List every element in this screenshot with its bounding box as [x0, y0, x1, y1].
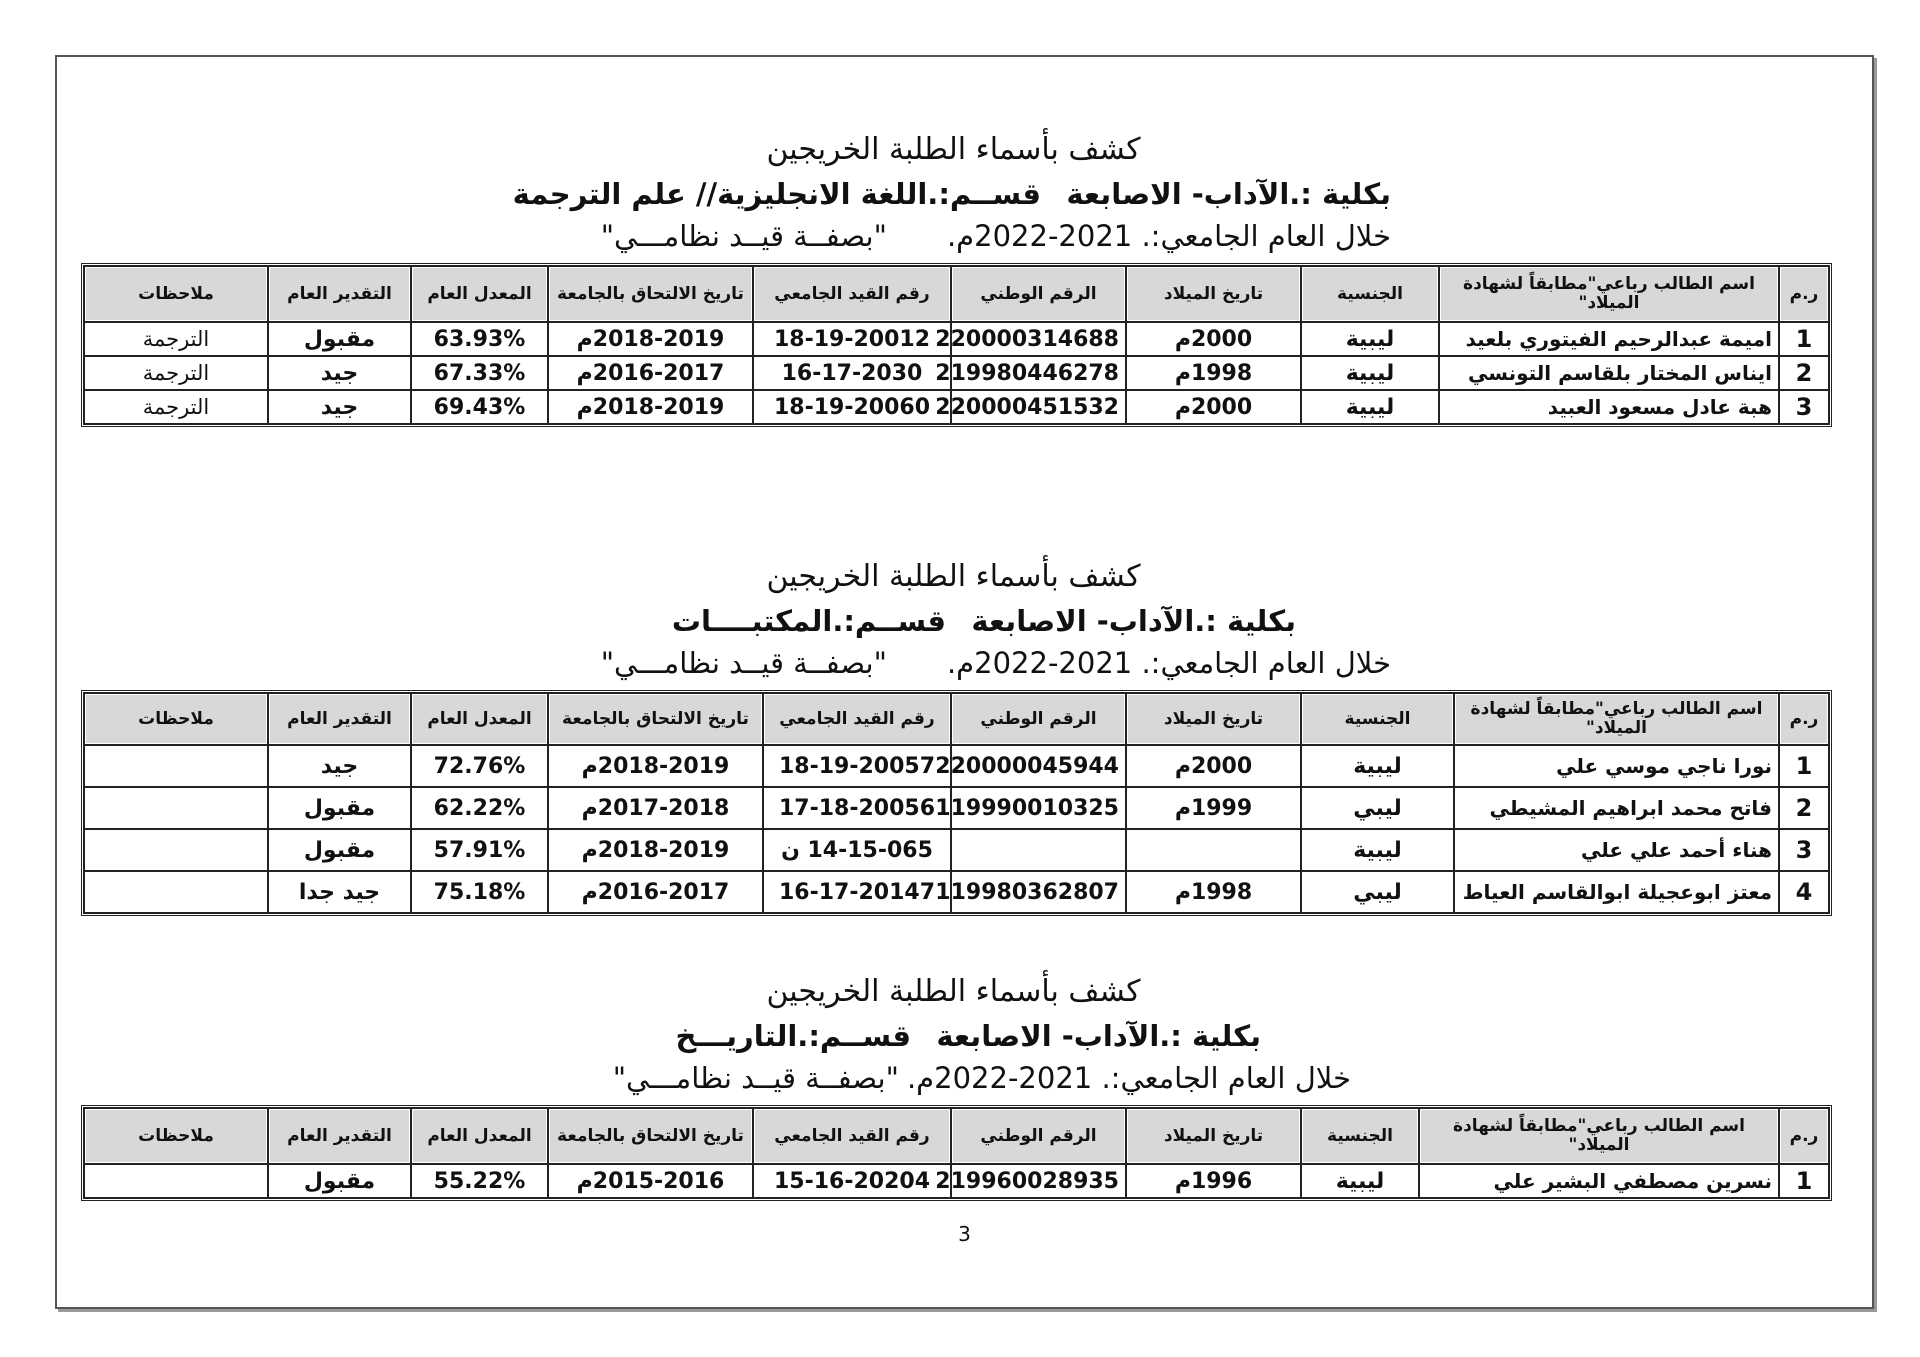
table-row — [84, 1164, 1829, 1198]
cell-nationality: ليبية — [1301, 356, 1439, 390]
cell-enroll-date: 2017-2018م — [548, 787, 763, 829]
col-header-name: اسم الطالب رباعي"مطابقاً لشهادة الميلاد" — [1439, 266, 1779, 322]
section-title: كشف بأسماء الطلبة الخريجين — [766, 559, 1141, 594]
cell-enroll-date: 2018-2019م — [548, 745, 763, 787]
table-row — [84, 829, 1829, 871]
col-header-nationality: الجنسية — [1301, 693, 1454, 745]
col-header-grade: التقدير العام — [268, 693, 411, 745]
cell-name: معتز ابوعجيلة ابوالقاسم العياط — [1454, 871, 1779, 913]
cell-gpa: 69.43% — [411, 390, 548, 424]
graduates-table — [81, 1105, 1832, 1201]
cell-grade: مقبول — [268, 322, 411, 356]
cell-name: ايناس المختار بلقاسم التونسي — [1439, 356, 1779, 390]
cell-rn: 1 — [1779, 322, 1829, 356]
section-title: كشف بأسماء الطلبة الخريجين — [766, 974, 1141, 1009]
academic-year-line — [601, 216, 1391, 256]
cell-gpa: 67.33% — [411, 356, 548, 390]
table-row — [84, 322, 1829, 356]
cell-national-id: 219980446278 — [951, 356, 1126, 390]
section-header — [81, 557, 1826, 687]
cell-birth: 2000م — [1126, 322, 1301, 356]
section-header — [81, 130, 1826, 260]
col-header-rn: ر.م — [1779, 266, 1829, 322]
cell-gpa: 55.22% — [411, 1164, 548, 1198]
cell-nationality: ليبية — [1301, 1164, 1419, 1198]
cell-notes — [84, 787, 268, 829]
cell-grade: مقبول — [268, 787, 411, 829]
faculty-label: بكلية :.الآداب- الاصابعة — [971, 604, 1296, 638]
cell-nationality: ليبي — [1301, 787, 1454, 829]
cell-notes: الترجمة — [84, 356, 268, 390]
cell-grade: جيد — [268, 745, 411, 787]
cell-name: نورا ناجي موسي علي — [1454, 745, 1779, 787]
faculty-label: بكلية :.الآداب- الاصابعة — [936, 1019, 1261, 1053]
cell-enroll-date: 2016-2017م — [548, 871, 763, 913]
cell-nationality: ليبية — [1301, 745, 1454, 787]
col-header-birth: تاريخ الميلاد — [1126, 266, 1301, 322]
cell-name: فاتح محمد ابراهيم المشيطي — [1454, 787, 1779, 829]
col-header-reg-no: رقم القيد الجامعي — [753, 266, 951, 322]
cell-reg-no: 18-19-20057 — [763, 745, 951, 787]
cell-enroll-date: 2016-2017م — [548, 356, 753, 390]
col-header-notes: ملاحظات — [84, 1108, 268, 1164]
col-header-grade: التقدير العام — [268, 1108, 411, 1164]
table-row — [84, 356, 1829, 390]
graduates-section-english — [81, 130, 1826, 427]
col-header-nationality: الجنسية — [1301, 1108, 1419, 1164]
table-row — [84, 745, 1829, 787]
academic-year-line — [601, 643, 1391, 683]
cell-enroll-date: 2018-2019م — [548, 322, 753, 356]
cell-enroll-date: 2018-2019م — [548, 390, 753, 424]
cell-gpa: 63.93% — [411, 322, 548, 356]
col-header-name: اسم الطالب رباعي"مطابقاً لشهادة الميلاد" — [1454, 693, 1779, 745]
cell-gpa: 75.18% — [411, 871, 548, 913]
cell-nationality: ليبية — [1301, 829, 1454, 871]
cell-notes — [84, 871, 268, 913]
cell-grade: مقبول — [268, 1164, 411, 1198]
col-header-name: اسم الطالب رباعي"مطابقاً لشهادة الميلاد" — [1419, 1108, 1779, 1164]
col-header-national-id: الرقم الوطني — [951, 266, 1126, 322]
col-header-reg-no: رقم القيد الجامعي — [763, 693, 951, 745]
cell-name: هبة عادل مسعود العبيد — [1439, 390, 1779, 424]
cell-reg-no: 18-19-20012 — [753, 322, 951, 356]
cell-reg-no: 18-19-20060 — [753, 390, 951, 424]
cell-grade: جيد جدا — [268, 871, 411, 913]
cell-national-id: 220000314688 — [951, 322, 1126, 356]
cell-nationality: ليبية — [1301, 390, 1439, 424]
cell-grade: مقبول — [268, 829, 411, 871]
table-header-row — [84, 693, 1829, 745]
cell-name: نسرين مصطفي البشير علي — [1419, 1164, 1779, 1198]
cell-notes — [84, 745, 268, 787]
graduates-section-history — [81, 972, 1826, 1201]
col-header-enroll-date: تاريخ الالتحاق بالجامعة — [548, 693, 763, 745]
table-row — [84, 390, 1829, 424]
cell-gpa: 62.22% — [411, 787, 548, 829]
col-header-rn: ر.م — [1779, 1108, 1829, 1164]
col-header-enroll-date: تاريخ الالتحاق بالجامعة — [548, 1108, 753, 1164]
department-label: قســم:.اللغة الانجليزية// علم الترجمة — [512, 177, 1041, 211]
department-label: قســم:.المكتبــــات — [671, 604, 946, 638]
cell-grade: جيد — [268, 356, 411, 390]
col-header-birth: تاريخ الميلاد — [1126, 1108, 1301, 1164]
cell-rn: 1 — [1779, 745, 1829, 787]
section-header — [81, 972, 1826, 1102]
cell-rn: 2 — [1779, 787, 1829, 829]
table-header-row — [84, 1108, 1829, 1164]
faculty-label: بكلية :.الآداب- الاصابعة — [1066, 177, 1391, 211]
cell-gpa: 57.91% — [411, 829, 548, 871]
cell-gpa: 72.76% — [411, 745, 548, 787]
col-header-reg-no: رقم القيد الجامعي — [753, 1108, 951, 1164]
document-page — [55, 55, 1874, 1309]
section-title: كشف بأسماء الطلبة الخريجين — [766, 132, 1141, 167]
cell-birth: 1998م — [1126, 871, 1301, 913]
col-header-national-id: الرقم الوطني — [951, 693, 1126, 745]
cell-name: اميمة عبدالرحيم الفيتوري بلعيد — [1439, 322, 1779, 356]
cell-enroll-date: 2018-2019م — [548, 829, 763, 871]
cell-reg-no: 14-15-065 ن — [763, 829, 951, 871]
col-header-birth: تاريخ الميلاد — [1126, 693, 1301, 745]
col-header-gpa: المعدل العام — [411, 1108, 548, 1164]
cell-birth: 2000م — [1126, 745, 1301, 787]
col-header-nationality: الجنسية — [1301, 266, 1439, 322]
col-header-enroll-date: تاريخ الالتحاق بالجامعة — [548, 266, 753, 322]
enrollment-status: "بصفــة قيــد نظامـــي" — [600, 646, 887, 680]
cell-birth — [1126, 829, 1301, 871]
cell-national-id: 219960028935 — [951, 1164, 1126, 1198]
cell-notes — [84, 1164, 268, 1198]
cell-reg-no: 16-17-2030 — [753, 356, 951, 390]
cell-enroll-date: 2015-2016م — [548, 1164, 753, 1198]
col-header-rn: ر.م — [1779, 693, 1829, 745]
cell-notes: الترجمة — [84, 322, 268, 356]
col-header-national-id: الرقم الوطني — [951, 1108, 1126, 1164]
cell-birth: 2000م — [1126, 390, 1301, 424]
cell-notes: الترجمة — [84, 390, 268, 424]
cell-rn: 1 — [1779, 1164, 1829, 1198]
cell-birth: 1999م — [1126, 787, 1301, 829]
table-row — [84, 787, 1829, 829]
cell-nationality: ليبي — [1301, 871, 1454, 913]
graduates-section-libraries — [81, 557, 1826, 916]
col-header-grade: التقدير العام — [268, 266, 411, 322]
cell-national-id: 119990010325 — [951, 787, 1126, 829]
cell-reg-no: 16-17-20147 — [763, 871, 951, 913]
department-label: قســم:.التاريـــخ — [675, 1019, 911, 1053]
table-row — [84, 871, 1829, 913]
table-header-row — [84, 266, 1829, 322]
cell-reg-no: 17-18-20056 — [763, 787, 951, 829]
cell-nationality: ليبية — [1301, 322, 1439, 356]
cell-national-id — [951, 829, 1126, 871]
cell-rn: 2 — [1779, 356, 1829, 390]
col-header-notes: ملاحظات — [84, 693, 268, 745]
academic-year: خلال العام الجامعي:. 2021-2022م. — [946, 219, 1391, 253]
cell-notes — [84, 829, 268, 871]
col-header-notes: ملاحظات — [84, 266, 268, 322]
cell-rn: 4 — [1779, 871, 1829, 913]
cell-rn: 3 — [1779, 390, 1829, 424]
cell-birth: 1998م — [1126, 356, 1301, 390]
cell-national-id: 220000045944 — [951, 745, 1126, 787]
cell-national-id: 220000451532 — [951, 390, 1126, 424]
cell-birth: 1996م — [1126, 1164, 1301, 1198]
page-number: 3 — [958, 1222, 971, 1246]
cell-grade: جيد — [268, 390, 411, 424]
col-header-gpa: المعدل العام — [411, 266, 548, 322]
cell-national-id: 119980362807 — [951, 871, 1126, 913]
enrollment-status: "بصفــة قيــد نظامـــي" — [612, 1061, 899, 1095]
academic-year: خلال العام الجامعي:. 2021-2022م. — [946, 646, 1391, 680]
graduates-table — [81, 263, 1832, 427]
enrollment-status: "بصفــة قيــد نظامـــي" — [600, 219, 887, 253]
cell-reg-no: 15-16-20204 — [753, 1164, 951, 1198]
cell-rn: 3 — [1779, 829, 1829, 871]
cell-name: هناء أحمد علي علي — [1454, 829, 1779, 871]
academic-year: خلال العام الجامعي:. 2021-2022م. — [906, 1061, 1351, 1095]
graduates-table — [81, 690, 1832, 916]
col-header-gpa: المعدل العام — [411, 693, 548, 745]
academic-year-line — [613, 1058, 1351, 1098]
